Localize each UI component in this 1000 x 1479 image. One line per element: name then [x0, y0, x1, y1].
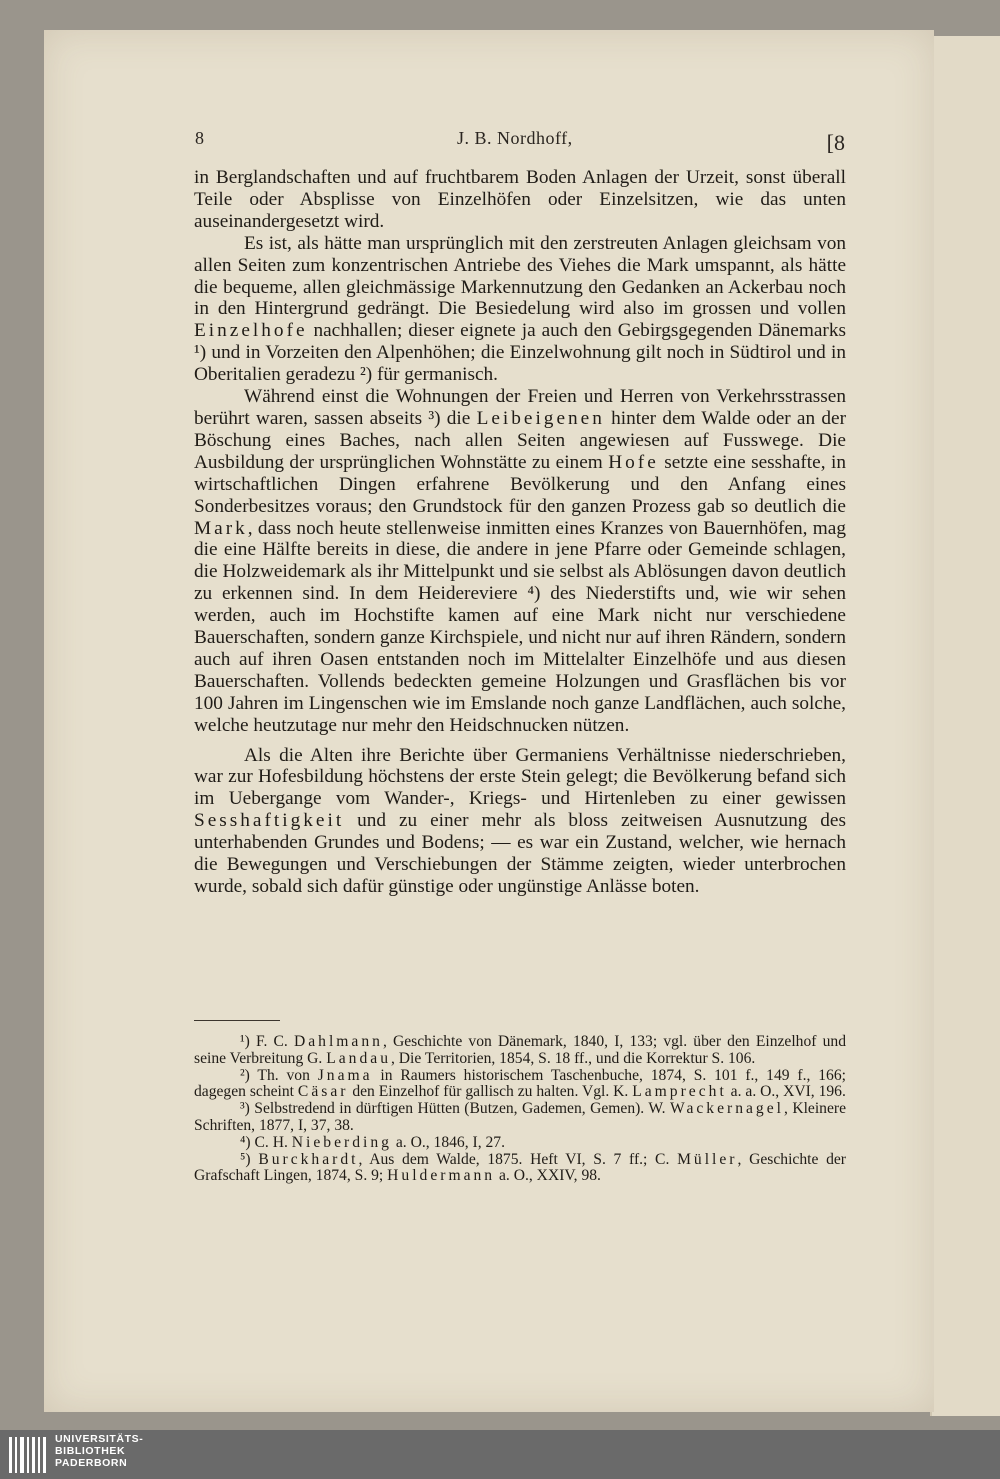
- footnote-divider: [194, 1020, 280, 1021]
- spaced-term: Hofe: [608, 451, 659, 473]
- body-text: [194, 167, 846, 898]
- paragraph-3: Während einst die Wohnungen der Freien und Herren von Verkehrsstrassen berührt waren, sassen abseits ³) die Leibeigenen hinter dem Walde oder an der Böschung eines Baches, nach allen Seiten angewiesen auf Fusswege. Die Ausbildung der ursprünglichen Wohnstätte zu einem Hofe setzte eine sesshafte, in wirtschaftlichen Dingen erfahrene Bevölkerung und den Anfang eines Sonderbesitzes voraus; den Grundstock für den ganzen Prozess gab so deutlich die Mark, dass noch heute stellenweise inmitten eines Kranzes von Bauernhöfen, mag die eine Hälfte bereits in diese, die andere in jene Pfarre oder Gemeinde schlagen, die Holzweidemark als ihr Mittelpunkt und sie selbst als Ablösungen davon deutlich zu erkennen sind. In dem Heidereviere ⁴) des Niederstifts und, wie wir sehen werden, auch im Hochstifte kamen auf eine Mark nicht nur verschiedene Bauerschaften, sondern ganze Kirchspiele, und nicht nur auf ihren Rändern, sondern auch auf ihren Oasen entstanden noch im Mittelalter Einzelhöfe und aus diesen Bauerschaften. Vollends bedeckten gemeine Holzungen und Grasflächen bis vor 100 Jahren im Lingenschen wie im Emslande noch ganze Landflächen, auch solche, welche heutzutage nur mehr den Heidschnucken nützen.: [194, 386, 846, 736]
- footnote-4: ⁴) C. H. Nieberding a. O., 1846, I, 27.: [240, 1133, 505, 1151]
- page-number: 8: [195, 128, 204, 148]
- library-name: UNIVERSITÄTS- BIBLIOTHEK PADERBORN: [55, 1433, 144, 1469]
- library-logo-icon: [8, 1433, 48, 1477]
- running-header: [195, 128, 845, 155]
- spaced-term: Sesshaftigkeit: [194, 810, 345, 832]
- footnote-1: ¹) F. C. Dahlmann, Geschichte von Dänemark, 1840, I, 133; vgl. über den Einzelhof und seine Verbreitung G. Landau, Die Territorien, 1854, S. 18 ff., und die Korrektur S. 106.: [194, 1033, 847, 1067]
- footnote-5: ⁵) Burckhardt, Aus dem Walde, 1875. Heft VI, S. 7 ff.; C. Müller, Geschichte der Grafschaft Lingen, 1874, S. 9; Huldermann a. O., XXIV, 98.: [194, 1150, 846, 1185]
- bracket-page-number: [8: [826, 130, 845, 155]
- running-title: J. B. Nordhoff,: [457, 128, 573, 148]
- next-page-edge: [930, 36, 1000, 1416]
- footnote-2: ²) Th. von Jnama in Raumers historischem Taschenbuche, 1874, S. 101 f., 149 f., 166; dagegen scheint Cäsar den Einzelhof für gallisch zu halten. Vgl. K. Lamprecht a. a. O., XVI, 196.: [194, 1066, 846, 1101]
- library-footer: [0, 1430, 1000, 1479]
- spaced-term: Einzelhofe: [194, 320, 308, 342]
- paragraph-4: Als die Alten ihre Berichte über Germaniens Verhältnisse niederschrieben, war zur Hofesbildung höchstens der erste Stein gelegt; die Bevölkerung befand sich im Uebergange vom Wander-, Kriegs- und Hirtenleben zu einer gewissen Sesshaftigkeit und zu einer mehr als bloss zeitweisen Ausnutzung des unterhabenden Grundes und Bodens; — es war ein Zustand, welcher, wie hernach die Bewegungen und Verschiebungen der Stämme zeigten, wieder unterbrochen wurde, sobald sich dafür günstige oder ungünstige Anlässe boten.: [194, 744, 846, 897]
- paragraph-2: Es ist, als hätte man ursprünglich mit den zerstreuten Anlagen gleichsam von allen Seiten zum konzentrischen Antriebe des Viehes die Mark umspannt, als hätte die bequeme, allen gleichmässige Markennutzung den Gedanken an Ackerbau noch in den Hintergrund gedrängt. Die Besiedelung wird also im grossen und vollen Einzelhofe nachhallen; dieser eignete ja auch den Gebirgsgegenden Dänemarks ¹) und in Vorzeiten den Alpenhöhen; die Einzelwohnung gilt noch in Südtirol und in Oberitalien geradezu ²) für germanisch.: [194, 232, 846, 386]
- paragraph-1: in Berglandschaften und auf fruchtbarem Boden Anlagen der Urzeit, sonst überall Teile oder Absplisse von Einzelhöfen oder Einzelsitzen, wie das unten auseinandergesetzt wird.: [194, 167, 846, 232]
- spaced-term: Leibeigenen: [476, 407, 605, 429]
- spaced-term: Mark: [194, 517, 248, 539]
- footnote-3: ³) Selbstredend in dürftigen Hütten (Butzen, Gademen, Gemen). W. Wackernagel, Kleinere Schriften, 1877, I, 37, 38.: [194, 1100, 846, 1134]
- footnotes: [194, 1034, 846, 1185]
